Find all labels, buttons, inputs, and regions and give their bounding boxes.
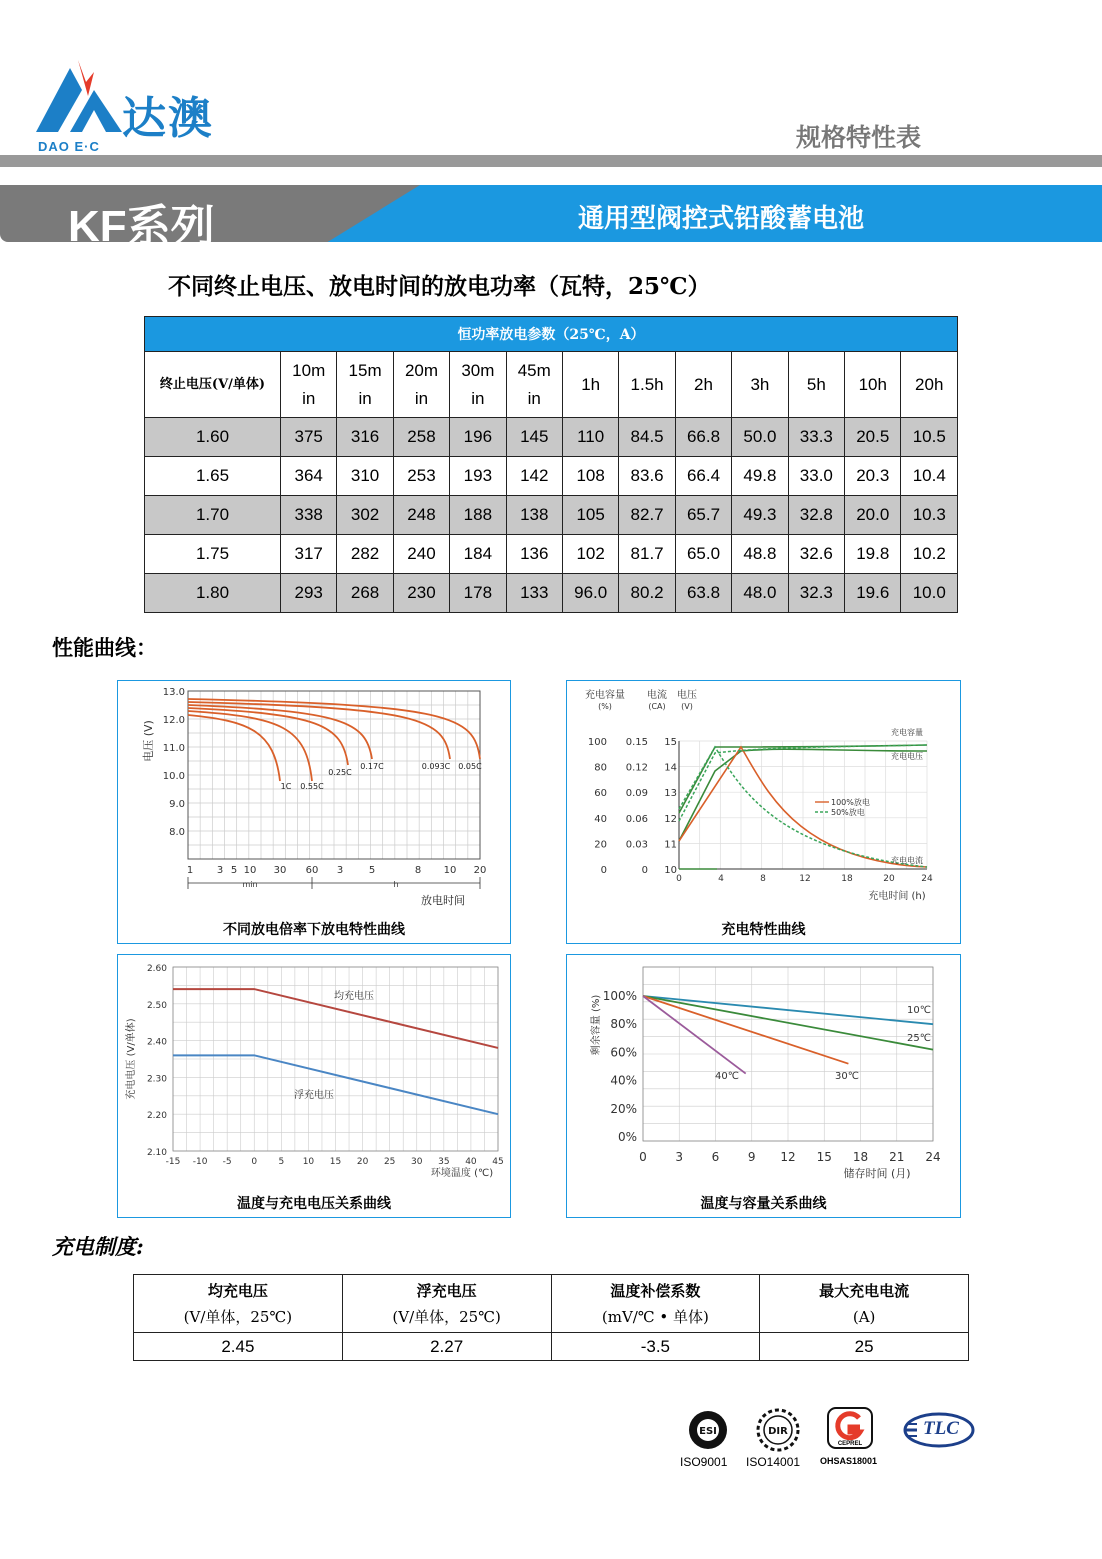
temp-voltage-chart-panel: [117, 954, 511, 1218]
power-cell: 316: [337, 418, 393, 457]
axis-column-label: 充电容量: [585, 690, 625, 701]
y-tick-label: 0.06: [625, 813, 648, 825]
x-tick-label: 30: [411, 1157, 423, 1167]
y-tick-label: 40: [594, 813, 607, 825]
duration-header: 1h: [562, 352, 618, 418]
power-cell: 84.5: [619, 418, 675, 457]
x-axis-label: 充电时间 (h): [868, 891, 926, 902]
sheet-type: 规格特性表: [796, 123, 922, 152]
power-cell: 196: [450, 418, 506, 457]
y-tick-label: 0%: [617, 1130, 637, 1144]
equalize-voltage-header: 均充电压 (V/单体，25℃): [134, 1275, 343, 1333]
power-cell: 317: [281, 535, 337, 574]
y-tick-label: 13: [664, 788, 677, 800]
power-table-title: 不同终止电压、放电时间的放电功率（瓦特，25℃）: [168, 273, 711, 300]
duration-header: 2h: [675, 352, 731, 418]
equalize-voltage-value: 2.45: [134, 1333, 343, 1361]
charge-chart-title: 充电特性曲线: [721, 922, 806, 938]
discharge-curve: [188, 711, 312, 781]
temp-compensation-header: 温度补偿系数 (mV/℃ • 单体): [551, 1275, 760, 1333]
x-tick-label: 1: [186, 865, 194, 876]
x-tick-label: 45: [492, 1157, 504, 1167]
power-cell: 63.8: [675, 574, 731, 613]
y-tick-label: 2.10: [146, 1148, 167, 1158]
y-tick-label: 60%: [610, 1045, 637, 1060]
x-axis-label: 环境温度 (℃): [430, 1168, 494, 1179]
power-cell: 105: [562, 496, 618, 535]
power-cell: 268: [337, 574, 393, 613]
y-tick-label: 9.0: [169, 799, 185, 810]
power-cell: 82.7: [619, 496, 675, 535]
duration-header: 45m in: [506, 352, 562, 418]
x-tick-label: 6: [711, 1150, 720, 1164]
y-tick-label: 2.50: [146, 1000, 167, 1011]
power-cell: 48.0: [732, 574, 788, 613]
power-cell: 81.7: [619, 535, 675, 574]
x-axis-label: 储存时间 (月): [843, 1167, 911, 1180]
series-label: 30℃: [835, 1071, 859, 1082]
series-label: 40℃: [715, 1071, 739, 1082]
table-row: [145, 574, 958, 613]
y-tick-label: 20%: [610, 1101, 637, 1116]
float-voltage-value: 2.27: [342, 1333, 551, 1361]
y-axis-label: 电压 (V): [142, 720, 155, 762]
x-tick-label: 3: [675, 1150, 684, 1164]
y-tick-label: 10.0: [162, 771, 185, 782]
cert-label-iso9001: ISO9001: [680, 1455, 728, 1469]
x-tick-label: 5: [230, 865, 238, 876]
y-tick-label: 0.15: [625, 737, 648, 748]
axis-column-label: 电压: [677, 690, 697, 701]
power-cell: 253: [393, 457, 449, 496]
logo-mark-icon: [36, 60, 124, 140]
power-cell: 20.5: [845, 418, 901, 457]
power-cell: 133: [506, 574, 562, 613]
power-cell: 10.2: [901, 535, 958, 574]
x-tick-label: 18: [852, 1150, 869, 1164]
max-current-header: 最大充电电流 (A): [760, 1275, 969, 1333]
power-cell: 110: [562, 418, 618, 457]
duration-header: 10h: [845, 352, 901, 418]
power-cell: 33.0: [788, 457, 844, 496]
axis-unit-label: (V): [681, 702, 693, 711]
x-tick-label: 24: [925, 1150, 941, 1164]
series-label: 浮充电压: [294, 1090, 334, 1101]
table-row: [145, 457, 958, 496]
table-row: [145, 418, 958, 457]
x-tick-label: 12: [780, 1150, 796, 1164]
power-cell: 49.8: [732, 457, 788, 496]
duration-header: 30m in: [450, 352, 506, 418]
y-tick-label: 100: [587, 737, 607, 748]
power-cell: 338: [281, 496, 337, 535]
power-cell: 108: [562, 457, 618, 496]
power-cell: 310: [337, 457, 393, 496]
y-tick-label: 40%: [610, 1073, 637, 1088]
power-cell: 19.8: [845, 535, 901, 574]
y-tick-label: 0.03: [625, 839, 648, 851]
x-tick-label: 15: [816, 1150, 832, 1164]
y-tick-label: 8.0: [169, 827, 185, 838]
power-cell: 240: [393, 535, 449, 574]
x-tick-label: 24: [921, 874, 933, 884]
power-cell: 184: [450, 535, 506, 574]
axis-unit-label: (%): [598, 702, 612, 711]
power-cell: 282: [337, 535, 393, 574]
x-tick-label: -10: [192, 1157, 208, 1167]
y-tick-label: 12: [664, 813, 677, 825]
x-tick-label: 10: [443, 865, 457, 876]
power-cell: 66.4: [675, 457, 731, 496]
x-tick-label: -15: [165, 1157, 181, 1167]
discharge-chart-panel: [117, 680, 511, 944]
charge-chart-panel: [566, 680, 961, 944]
x-tick-label: 40: [465, 1157, 477, 1167]
x-tick-label: 18: [841, 874, 853, 884]
charging-title: 充电制度:: [52, 1234, 144, 1259]
y-tick-label: 2.40: [146, 1037, 167, 1048]
power-cell: 10.5: [901, 418, 958, 457]
y-tick-label: 11: [664, 839, 677, 851]
y-axis-label: 剩余容量 (%): [591, 994, 602, 1056]
svg-text:DIR: DIR: [768, 1426, 788, 1437]
power-cell: 188: [450, 496, 506, 535]
y-tick-label: 2.20: [146, 1111, 167, 1122]
y-tick-label: 80: [594, 762, 607, 774]
power-cell: 96.0: [562, 574, 618, 613]
logo-subtext: DAO E·C: [38, 139, 100, 154]
cert-label-iso14001: ISO14001: [746, 1455, 801, 1469]
y-tick-label: 12.0: [162, 715, 185, 726]
x-tick-label: 4: [718, 874, 724, 884]
x-axis-label: 放电时间: [421, 894, 465, 907]
max-current-value: 25: [760, 1333, 969, 1361]
axis-column-label: 电流: [647, 690, 667, 701]
discharge-chart: [118, 681, 509, 917]
temp-capacity-chart-title: 温度与容量关系曲线: [700, 1196, 827, 1212]
temp-voltage-chart-title: 温度与充电电压关系曲线: [237, 1196, 391, 1212]
x-tick-label: 30: [273, 865, 287, 876]
y-tick-label: 0.09: [625, 788, 648, 800]
power-cell: 32.6: [788, 535, 844, 574]
discharge-chart-title: 不同放电倍率下放电特性曲线: [223, 922, 405, 938]
power-cell: 49.3: [732, 496, 788, 535]
x-tick-label: 9: [747, 1150, 756, 1164]
x-tick-label: 5: [278, 1157, 285, 1167]
power-cell: 293: [281, 574, 337, 613]
power-cell: 19.6: [845, 574, 901, 613]
x-tick-label: 15: [329, 1157, 342, 1167]
series-line: [643, 996, 746, 1074]
x-tick-label: 5: [368, 865, 376, 876]
header-divider: [0, 155, 1102, 167]
series-label: 0.05C: [458, 762, 482, 771]
esi-cert-icon: [686, 1409, 730, 1451]
logo-text: 达澳: [122, 93, 214, 144]
y-axis-label: 充电电压 (V/单体): [126, 1018, 137, 1100]
power-cell: 178: [450, 574, 506, 613]
power-cell: 50.0: [732, 418, 788, 457]
end-voltage-cell: 1.70: [145, 496, 281, 535]
end-voltage-cell: 1.65: [145, 457, 281, 496]
duration-header: 15m in: [337, 352, 393, 418]
power-cell: 32.3: [788, 574, 844, 613]
dir-cert-icon: [754, 1407, 802, 1453]
x-tick-label: 0: [676, 874, 682, 884]
x-unit-label: h: [393, 880, 399, 889]
y-tick-label: 0: [641, 865, 648, 876]
x-tick-label: 10: [243, 865, 257, 876]
duration-header: 20h: [901, 352, 958, 418]
duration-header: 5h: [788, 352, 844, 418]
power-cell: 20.0: [845, 496, 901, 535]
performance-title: 性能曲线：: [52, 635, 157, 660]
y-tick-label: 14: [664, 762, 677, 774]
y-tick-label: 60: [594, 788, 607, 800]
y-tick-label: 15: [664, 737, 677, 748]
end-voltage-cell: 1.80: [145, 574, 281, 613]
series-label: 均充电压: [334, 991, 374, 1002]
series-label: 1C: [280, 782, 292, 791]
duration-header: 1.5h: [619, 352, 675, 418]
series-name: KF系列: [68, 202, 215, 251]
x-tick-label: 3: [336, 865, 344, 876]
x-tick-label: 10: [302, 1157, 315, 1167]
power-cell: 48.8: [732, 535, 788, 574]
charge-chart: [567, 681, 959, 917]
table-row: [145, 535, 958, 574]
ceprel-mark: CEPREL: [837, 1441, 863, 1447]
y-tick-label: 0: [600, 865, 607, 876]
temp-compensation-value: -3.5: [551, 1333, 760, 1361]
power-cell: 102: [562, 535, 618, 574]
x-tick-label: 21: [889, 1150, 905, 1164]
x-tick-label: 3: [216, 865, 224, 876]
x-unit-label: min: [242, 880, 258, 889]
power-cell: 230: [393, 574, 449, 613]
power-cell: 33.3: [788, 418, 844, 457]
table-row: [145, 496, 958, 535]
y-tick-label: 100%: [602, 989, 637, 1003]
curve-label: 充电电压: [891, 752, 923, 761]
y-tick-label: 20: [594, 839, 607, 851]
x-tick-label: 8: [414, 865, 422, 876]
y-tick-label: 11.0: [162, 743, 185, 754]
power-cell: 145: [506, 418, 562, 457]
power-cell: 10.0: [901, 574, 958, 613]
curve-label: 充电电流: [891, 856, 923, 865]
power-cell: 375: [281, 418, 337, 457]
x-tick-label: 20: [883, 874, 895, 884]
x-tick-label: 35: [438, 1157, 450, 1167]
power-cell: 83.6: [619, 457, 675, 496]
power-cell: 248: [393, 496, 449, 535]
power-cell: 193: [450, 457, 506, 496]
legend-label: 100%放电: [831, 798, 870, 807]
y-tick-label: 2.30: [146, 1074, 167, 1085]
power-cell: 258: [393, 418, 449, 457]
power-cell: 142: [506, 457, 562, 496]
power-table: [144, 316, 958, 613]
series-label: 0.17C: [360, 762, 384, 771]
power-cell: 32.8: [788, 496, 844, 535]
series-label: 0.55C: [300, 782, 324, 791]
power-cell: 65.7: [675, 496, 731, 535]
series-label: 25℃: [907, 1033, 931, 1044]
series-label: 0.093C: [421, 762, 451, 771]
duration-header: 3h: [732, 352, 788, 418]
temp-capacity-chart-panel: [566, 954, 961, 1218]
y-tick-label: 10: [664, 865, 677, 876]
power-cell: 65.0: [675, 535, 731, 574]
y-tick-label: 0.12: [625, 762, 648, 774]
power-cell: 20.3: [845, 457, 901, 496]
power-cell: 138: [506, 496, 562, 535]
axis-unit-label: (CA): [648, 702, 666, 711]
power-cell: 80.2: [619, 574, 675, 613]
x-tick-label: 25: [383, 1157, 396, 1167]
y-tick-label: 80%: [610, 1017, 637, 1032]
end-voltage-header: 终止电压(V/单体): [145, 352, 281, 418]
duration-header: 20m in: [393, 352, 449, 418]
svg-text:ESI: ESI: [699, 1426, 717, 1437]
temp-capacity-chart: [567, 955, 959, 1191]
temp-voltage-chart: [118, 955, 509, 1191]
x-tick-label: 20: [473, 865, 487, 876]
x-tick-label: 0: [639, 1150, 647, 1164]
y-tick-label: 2.60: [146, 964, 167, 974]
power-cell: 10.4: [901, 457, 958, 496]
tlc-mark: TLC: [923, 1418, 959, 1439]
x-tick-label: 0: [251, 1157, 258, 1167]
float-voltage-header: 浮充电压 (V/单体，25℃): [342, 1275, 551, 1333]
legend-label: 50%放电: [831, 808, 865, 817]
discharge-curve: [188, 715, 280, 781]
series-label: 0.25C: [328, 768, 352, 777]
power-cell: 364: [281, 457, 337, 496]
power-cell: 136: [506, 535, 562, 574]
x-tick-label: -5: [222, 1157, 232, 1167]
power-cell: 302: [337, 496, 393, 535]
end-voltage-cell: 1.60: [145, 418, 281, 457]
product-name: 通用型阀控式铅酸蓄电池: [578, 204, 865, 234]
x-tick-label: 12: [799, 874, 811, 884]
charging-table: [133, 1274, 969, 1361]
duration-header: 10m in: [281, 352, 337, 418]
cert-label-ohsas18001: OHSAS18001: [820, 1456, 878, 1466]
y-tick-label: 13.0: [162, 687, 185, 698]
x-tick-label: 20: [356, 1157, 369, 1167]
curve-label: 充电容量: [891, 728, 923, 737]
power-cell: 66.8: [675, 418, 731, 457]
series-label: 10℃: [907, 1005, 931, 1016]
end-voltage-cell: 1.75: [145, 535, 281, 574]
power-cell: 10.3: [901, 496, 958, 535]
power-table-caption: 恒功率放电参数（25℃，A）: [145, 317, 958, 352]
x-tick-label: 8: [760, 874, 766, 884]
x-tick-label: 60: [305, 865, 319, 876]
